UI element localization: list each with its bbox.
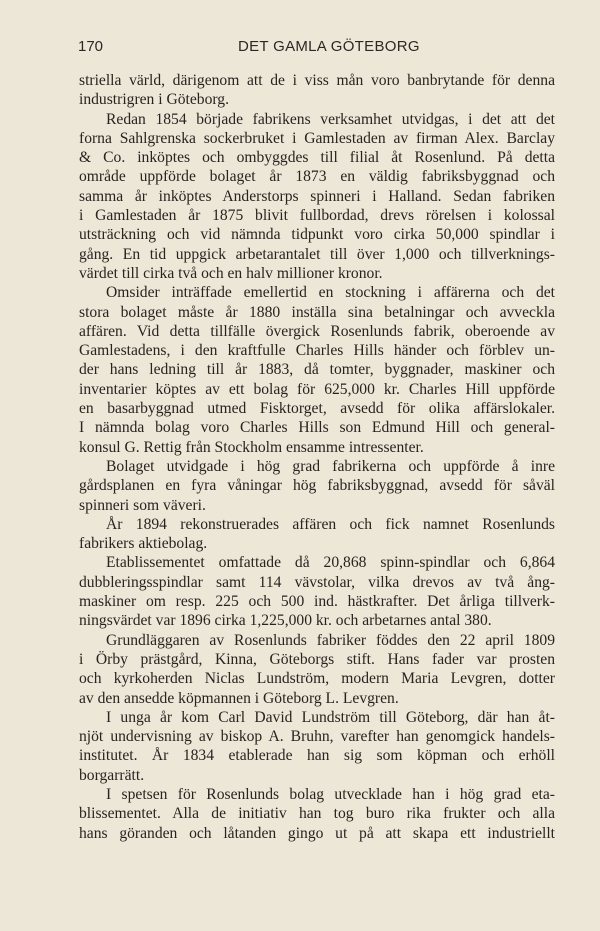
text-line: der hans ledning till år 1883, då tomter, byggnader, maskiner och bbox=[79, 361, 555, 379]
text-line: maskiner om resp. 225 och 500 ind. hästkrafter. Det årliga tillverk- bbox=[79, 593, 555, 611]
text-line: Grundläggaren av Rosenlunds fabriker föddes den 22 april 1809 bbox=[106, 631, 555, 649]
text-line: I spetsen för Rosenlunds bolag utvecklade han i hög grad eta- bbox=[106, 785, 555, 803]
text-line: I unga år kom Carl David Lundström till Göteborg, där han åt- bbox=[106, 708, 555, 726]
page-header bbox=[78, 38, 554, 60]
text-line: Omsider inträffade emellertid en stockning i affärerna och det bbox=[106, 284, 555, 302]
text-line: Bolaget utvidgade i hög grad fabrikerna och uppförde å inre bbox=[106, 457, 555, 475]
text-line: industrigren i Göteborg. bbox=[79, 91, 229, 109]
text-line: institutet. År 1834 etablerade han sig som köpman och erhöll bbox=[79, 747, 555, 765]
text-line: forna Sahlgrenska sockerbruket i Gamlestaden av firman Alex. Barclay bbox=[79, 129, 555, 147]
text-line: spinneri som väveri. bbox=[79, 496, 206, 514]
page-number: 170 bbox=[78, 38, 104, 55]
text-line: blissementet. Alla de initiativ han tog buro rika frukter och alla bbox=[79, 805, 555, 823]
text-line: samma år inköptes Anderstorps spinneri i Halland. Sedan fabriken bbox=[79, 187, 555, 205]
text-line: av den ansedde köpmannen i Göteborg L. Levgren. bbox=[79, 689, 399, 707]
text-line: i Örby prästgård, Kinna, Göteborgs stift. Hans fader var prosten bbox=[79, 650, 555, 668]
text-line: fabrikers aktiebolag. bbox=[79, 535, 208, 553]
text-line: Redan 1854 började fabrikens verksamhet utvidgas, i det att det bbox=[106, 110, 555, 128]
text-line: i Gamlestaden år 1875 blivit fullbordad, drevs rörelsen i kolossal bbox=[79, 207, 555, 225]
text-line: värdet till cirka två och en halv millioner kronor. bbox=[79, 264, 383, 282]
text-line: År 1894 rekonstruerades affären och fick namnet Rosenlunds bbox=[106, 515, 555, 533]
text-line: utsträckning och vid nämnda tidpunkt voro cirka 50,000 spindlar i bbox=[79, 226, 555, 244]
text-line: & Co. inköptes och ombyggdes till filial åt Rosenlund. På detta bbox=[79, 149, 555, 167]
body-text bbox=[79, 71, 555, 843]
text-line: konsul G. Rettig från Stockholm ensamme intressenter. bbox=[79, 438, 424, 456]
text-line: gårdsplanen en fyra våningar hög fabriksbyggnad, avsedd för såväl bbox=[79, 477, 555, 495]
text-line: område uppförde bolaget år 1873 en väldig fabriksbyggnad och bbox=[79, 168, 555, 186]
text-line: inventarier köptes av ett bolag för 625,000 kr. Charles Hill uppförde bbox=[79, 380, 555, 398]
text-line: Gamlestadens, i den kraftfulle Charles Hills händer och förblev un- bbox=[79, 342, 555, 360]
text-line: njöt undervisning av biskop A. Bruhn, varefter han genomgick handels- bbox=[79, 728, 555, 746]
text-line: gång. En tid uppgick arbetarantalet till över 1,000 och tillverknings- bbox=[79, 245, 555, 263]
text-line: och kyrkoherden Niclas Lundström, modern Maria Levgren, dotter bbox=[79, 670, 555, 688]
text-line: en basarbyggnad utmed Fisktorget, avsedd för olika affärslokaler. bbox=[79, 400, 555, 418]
text-line: striella värld, därigenom att de i viss mån voro banbrytande för denna bbox=[79, 72, 555, 89]
text-line: Etablissementet omfattade då 20,868 spinn-spindlar och 6,864 bbox=[106, 554, 555, 572]
text-line: hans göranden och låtanden gingo ut på att skapa ett industriellt bbox=[79, 824, 555, 842]
text-line: affären. Vid detta tillfälle övergick Rosenlunds fabrik, oberoende av bbox=[79, 322, 555, 340]
text-line: ningsvärdet var 1896 cirka 1,225,000 kr. och arbetarnes antal 380. bbox=[79, 612, 492, 630]
text-line: stora bolaget måste år 1880 inställa sina betalningar och avveckla bbox=[79, 303, 555, 321]
text-line: I nämnda bolag voro Charles Hills son Edmund Hill och general- bbox=[79, 419, 555, 437]
text-line: dubbleringsspindlar samt 114 vävstolar, vilka drevos av två ång- bbox=[79, 573, 555, 591]
running-title: DET GAMLA GÖTEBORG bbox=[238, 38, 420, 55]
text-line: borgarrätt. bbox=[79, 766, 145, 784]
